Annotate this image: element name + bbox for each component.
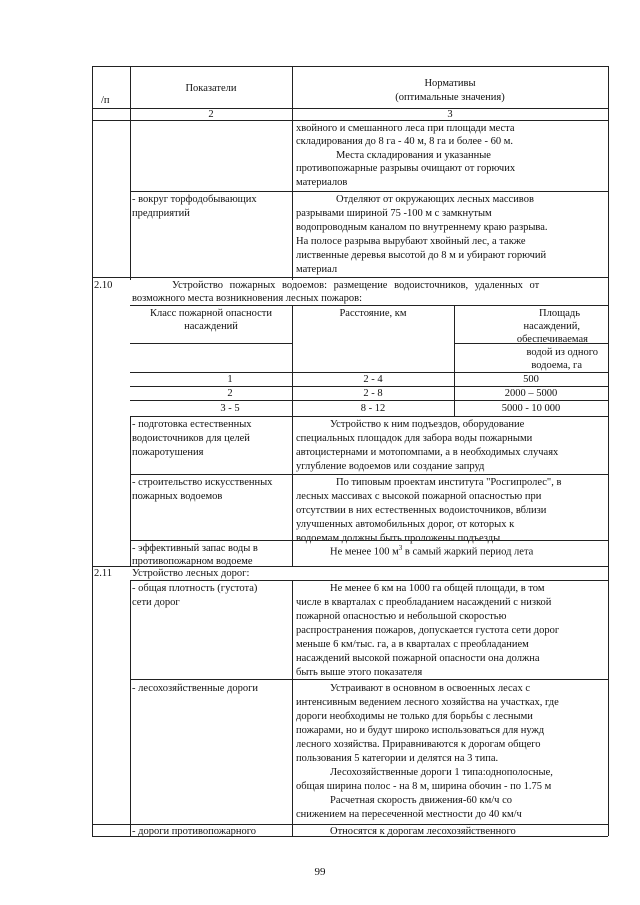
row2-norm-line6: материал (296, 264, 338, 275)
col-divider-1 (130, 66, 131, 280)
row2-norm-line4: На полосе разрыва вырубают хвойный лес, а также (296, 236, 526, 247)
subtable-rule-a (130, 343, 292, 344)
row3-norm-line2: специальных площадок для забора воды пожарными (296, 433, 533, 444)
subtable-header-area-line1: Площадь (539, 308, 580, 319)
row3-norm-line3: автоцистернами и мотопомпами, а в необходимых случаях (296, 447, 559, 458)
row1-norm-line4: противопожарные разрывы очищают от горючих (296, 163, 516, 174)
col-divider-1b (130, 416, 131, 566)
row4-norm-line2: лесных массивах с высокой пожарной опасностью при (296, 491, 542, 502)
subtable-row1-distance: 2 - 4 (363, 374, 383, 385)
row5-norm-text: Не менее 100 м (330, 546, 399, 558)
row6-bottom-rule (130, 679, 608, 680)
row4-bottom-rule (130, 540, 608, 541)
subtable-row2-area: 2000 – 5000 (504, 388, 558, 399)
subtable-row1-area: 500 (523, 374, 539, 385)
subtable-row3-bottom (130, 416, 608, 417)
row6-indicator-line2: сети дорог (132, 597, 180, 608)
row3-bottom-rule (130, 474, 608, 475)
row7-norm-line5: лесного хозяйства. Приравниваются к дорогам общего (296, 739, 541, 750)
header-col3-line2: (оптимальные значения) (395, 92, 505, 103)
row7-norm-line2: интенсивным ведением лесного хозяйства на участках, где (296, 697, 559, 708)
header-col3-line1: Нормативы (424, 78, 476, 89)
row6-norm-line5: меньше 6 км/тыс. га, а в кварталах с преобладанием (296, 639, 529, 650)
page-number: 99 (314, 866, 326, 878)
table-right-border (608, 66, 609, 836)
row7-norm-line1: Устраивают в основном в освоенных лесах с (330, 683, 530, 694)
subtable-row3-distance: 8 - 12 (360, 403, 386, 414)
table-left-border (92, 66, 93, 836)
row5-indicator-line1: - эффективный запас воды в (132, 543, 258, 554)
row2-bottom-rule (92, 277, 608, 278)
row1-norm-line3: Места складирования и указанные (336, 150, 491, 161)
section-2-10-line1: Устройство пожарных водоемов: размещение водоисточников, удаленных от (172, 280, 540, 291)
row5-norm-text-b: в самый жаркий период лета (402, 546, 534, 558)
table-bottom-border (92, 836, 608, 837)
row2-norm-line5: лиственные деревья высотой до 8 м и убирают горючий (296, 250, 547, 261)
subtable-row2-class: 2 (227, 388, 233, 399)
row8-norm: Относятся к дорогам лесохозяйственного (330, 826, 516, 837)
subtable-row3-class: 3 - 5 (220, 403, 240, 414)
row7-norm-line4: пожарами, но и будут широко использоваться для нужд (296, 725, 545, 736)
header-num-2: 2 (208, 109, 214, 120)
row2-norm-line2: разрывами шириной 75 -100 м с замкнутым (296, 208, 492, 219)
subtable-header-area-line5: водоема, га (531, 360, 582, 371)
row5-norm (330, 542, 533, 559)
section-2-10-number: 2.10 (94, 280, 113, 291)
row4-indicator-line2: пожарных водоемов (132, 491, 223, 502)
subtable-row1-class: 1 (227, 374, 233, 385)
row7-norm-line7: Лесохозяйственные дороги 1 типа:однополосные, (330, 767, 553, 778)
row4-norm-line1: По типовым проектам института "Росгипролес", в (336, 477, 562, 488)
row7-norm-line8: общая ширина полос - на 8 м, ширина обочин - по 1.75 м (296, 781, 552, 792)
subtable-header-class-line1: Класс пожарной опасности (150, 308, 272, 319)
row3-norm-line4: углубление водоемов или создание запруд (296, 461, 485, 472)
row6-indicator-line1: - общая плотность (густота) (132, 583, 258, 594)
subtable-header-area-line4: водой из одного (526, 347, 598, 358)
header-num-3: 3 (447, 109, 453, 120)
subtable-row3-area: 5000 - 10 000 (501, 403, 561, 414)
row1-bottom-rule (130, 191, 608, 192)
row4-norm-line4: улучшенных автомобильных дорог, от которых к (296, 519, 515, 530)
row6-norm-line1: Не менее 6 км на 1000 га общей площади, в том (330, 583, 545, 594)
row2-norm-line1: Отделяют от окружающих лесных массивов (336, 194, 534, 205)
row6-norm-line3: пожарной опасностью и небольшой скоростью (296, 611, 507, 622)
row7-norm-line3: дороги необходимы не только для борьбы с лесными (296, 711, 533, 722)
row1-norm-line5: материалов (296, 177, 348, 188)
row6-norm-line2: числе в кварталах с преобладанием насаждений с низкой (296, 597, 552, 608)
row6-norm-line6: насаждений высокой пожарной опасности она должна (296, 653, 540, 664)
row1-norm-line2: складирования до 8 га - 40 м, 8 га и более - 60 м. (296, 136, 513, 147)
row6-norm-line7: быть выше этого показателя (296, 667, 423, 678)
header-col2: Показатели (185, 83, 237, 94)
row7-norm-line10: снижением на пересеченной местности до 40 км/ч (296, 809, 522, 820)
row3-indicator-line2: водоисточников для целей (132, 433, 250, 444)
row2-norm-line3: водопроводным каналом по внутреннему краю разрыва. (296, 222, 548, 233)
section-2-11-number: 2.11 (94, 568, 112, 579)
row3-norm-line1: Устройство к ним подъездов, оборудование (330, 419, 525, 430)
row7-norm-line9: Расчетная скорость движения-60 км/ч со (330, 795, 512, 806)
subtable-header-area-line2: насаждений, (523, 321, 580, 332)
row4-norm-line3: отсутствии в них естественных водоисточников, вблизи (296, 505, 547, 516)
section-2-10-line2: возможного места возникновения лесных пожаров: (132, 293, 363, 304)
section-2-11-text: Устройство лесных дорог: (132, 568, 250, 579)
row4-indicator-line1: - строительство искусственных (132, 477, 273, 488)
row7-norm-line6: пользования 5 категории и делятся на 3 типа. (296, 753, 499, 764)
row2-indicator-line2: предприятий (132, 208, 190, 219)
section-2-10-rule (130, 305, 608, 306)
col-divider-1c (130, 580, 131, 836)
row6-norm-line4: распространения пожаров, допускается густота сети дорог (296, 625, 560, 636)
col-divider-2c (292, 580, 293, 836)
row5-indicator-line2: противопожарном водоеме (132, 556, 253, 567)
col-divider-2b (292, 416, 293, 566)
row3-indicator-line1: - подготовка естественных (132, 419, 252, 430)
row7-indicator: - лесохозяйственные дороги (132, 683, 259, 694)
row2-indicator-line1: - вокруг торфодобывающих (132, 194, 257, 205)
subtable-header-area-line3: обеспечиваемая (516, 334, 588, 345)
subtable-row2-distance: 2 - 8 (363, 388, 383, 399)
row3-indicator-line3: пожаротушения (132, 447, 204, 458)
subtable-header-distance: Расстояние, км (339, 308, 407, 319)
subtable-header-class-line2: насаждений (184, 321, 238, 332)
header-col1: /п (101, 95, 110, 106)
row1-norm-line1: хвойного и смешанного леса при площади места (296, 123, 515, 134)
row4-norm-line5: водоемам должны быть проложены подъезды (296, 533, 501, 544)
section-2-11-rule (130, 580, 608, 581)
row5-norm-superscript: 3 (398, 544, 403, 552)
row8-indicator: - дороги противопожарного (132, 826, 257, 837)
table-top-border (92, 66, 608, 67)
